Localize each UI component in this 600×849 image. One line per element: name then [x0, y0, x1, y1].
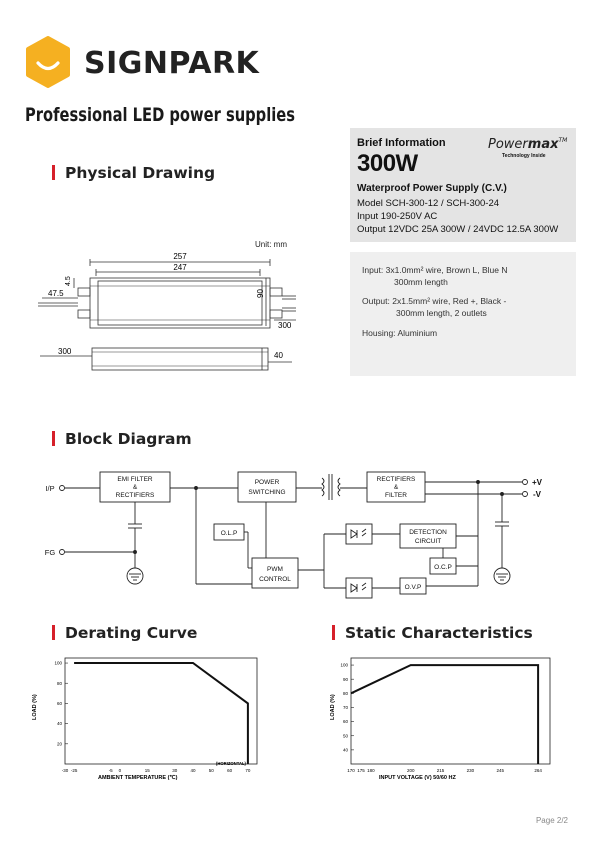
powermax-logo: Powermax™: [488, 137, 568, 152]
plot-frame: [351, 658, 550, 764]
ocp-label: O.C.P: [434, 564, 452, 571]
ovp-label: O.V.P: [404, 584, 422, 591]
output-wire-length: 300mm length, 2 outlets: [396, 308, 487, 318]
rec-label-1: RECTIFIERS: [376, 476, 416, 483]
dim-300-left: 300: [58, 347, 72, 356]
dim-300-right: 300: [278, 321, 292, 330]
y-tick-label: 40: [342, 747, 348, 753]
page-number: Page 2/2: [535, 816, 568, 825]
y-tick-label: 100: [54, 660, 62, 666]
x-tick-label: 40: [190, 768, 196, 773]
fg-label: FG: [44, 548, 56, 557]
pwm-label-2: CONTROL: [259, 576, 291, 583]
pwm-label-1: PWM: [267, 566, 283, 573]
wiring-details-box: [350, 252, 576, 376]
x-tick-label: 50: [208, 768, 214, 773]
rec-label-3: FILTER: [385, 492, 407, 499]
x-tick-label: 30: [172, 768, 178, 773]
dim-40: 40: [274, 351, 283, 360]
section-marker: [332, 625, 335, 640]
dim-247: 247: [173, 263, 187, 272]
y-tick-label: 20: [56, 741, 62, 747]
brief-label: Brief Information: [357, 137, 446, 149]
emi-label-1: EMI FILTER: [117, 476, 153, 483]
x-axis-note: (HORIZONTAL): [216, 761, 246, 766]
physical-drawing: [30, 250, 300, 380]
emi-label-3: RECTIFIERS: [115, 492, 155, 499]
input-wire-length: 300mm length: [394, 277, 448, 287]
det-label-2: CIRCUIT: [414, 538, 442, 545]
plot-frame: [65, 658, 257, 764]
y-tick-label: 80: [342, 690, 348, 696]
y-axis-label: LOAD (%): [330, 694, 336, 720]
x-tick-label: 230: [466, 768, 475, 773]
input-wire-text: Input: 3x1.0mm² wire, Brown L, Blue N: [362, 265, 508, 275]
x-tick-label: 245: [496, 768, 505, 773]
y-tick-label: 100: [340, 662, 348, 668]
section-static-characteristics: Static Characteristics: [332, 624, 533, 642]
power-switching-box: [238, 472, 296, 502]
optocoupler-1: [346, 524, 372, 544]
housing-text: Housing: Aluminium: [362, 328, 438, 338]
psw-label-1: POWER: [254, 479, 280, 486]
page-title: Professional LED power supplies: [25, 104, 296, 126]
y-tick-label: 70: [342, 705, 348, 711]
x-tick-label: 70: [245, 768, 251, 773]
x-axis-label: INPUT VOLTAGE (V) 50/60 HZ: [379, 775, 456, 781]
x-tick-label: 0: [118, 768, 122, 773]
dim-47-5: 47.5: [48, 289, 64, 298]
section-physical-drawing: Physical Drawing: [52, 164, 215, 182]
x-tick-label: 175: [357, 768, 365, 773]
output-wire-text: Output: 2x1.5mm² wire, Red +, Black -: [362, 296, 507, 306]
static-series-line: [351, 665, 538, 764]
vplus-label: +V: [531, 478, 543, 487]
x-tick-label: -30: [61, 768, 69, 773]
x-tick-label: 170: [347, 768, 355, 773]
section-marker: [52, 625, 55, 640]
ip-label: I/P: [45, 484, 55, 493]
drawing-unit-label: Unit: mm: [255, 240, 287, 249]
y-tick-label: 60: [342, 719, 348, 725]
derating-chart: [28, 648, 278, 784]
rec-label-2: &: [393, 484, 399, 491]
block-diagram: [40, 460, 560, 610]
y-tick-label: 80: [56, 680, 62, 686]
y-tick-label: 60: [56, 701, 62, 706]
brand-name: SIGNPARK: [84, 46, 260, 81]
wattage: 300W: [357, 150, 418, 177]
dim-4-5: 4.5: [65, 276, 72, 286]
x-tick-label: -25: [70, 768, 78, 773]
product-subtitle: Waterproof Power Supply (C.V.): [357, 183, 507, 194]
x-tick-label: 200: [406, 768, 415, 773]
x-tick-label: 180: [367, 768, 375, 773]
static-characteristics-chart: [326, 648, 576, 784]
optocoupler-2: [346, 578, 372, 598]
vminus-label: -V: [533, 490, 541, 499]
brand-logo-icon: [24, 36, 72, 88]
emi-label-2: &: [132, 484, 138, 491]
x-tick-label: -5: [108, 768, 113, 773]
psw-label-2: SWITCHING: [248, 489, 286, 496]
x-tick-label: 215: [436, 768, 445, 773]
olp-label: O.L.P: [220, 530, 238, 537]
det-label-1: DETECTION: [409, 529, 447, 536]
powermax-tagline: Technology Inside: [502, 153, 546, 159]
dim-90: 90: [256, 289, 265, 298]
x-axis-label: AMBIENT TEMPERATURE (℃): [98, 775, 178, 781]
y-tick-label: 40: [56, 721, 62, 727]
derating-series-line: [74, 663, 248, 764]
dim-257: 257: [173, 252, 187, 261]
section-block-diagram: Block Diagram: [52, 430, 192, 448]
x-tick-label: 15: [144, 768, 150, 773]
section-marker: [52, 431, 55, 446]
brief-information-box: [350, 128, 576, 242]
y-tick-label: 50: [342, 733, 348, 739]
section-marker: [52, 165, 55, 180]
y-axis-label: LOAD (%): [32, 694, 38, 720]
model-row: Model SCH-300-12 / SCH-300-24: [357, 198, 500, 209]
x-tick-label: 60: [227, 768, 233, 773]
x-tick-label: 264: [534, 768, 542, 773]
section-derating-curve: Derating Curve: [52, 624, 197, 642]
input-row: Input 190-250V AC: [357, 211, 438, 222]
y-tick-label: 90: [342, 676, 348, 682]
pwm-control-box: [252, 558, 298, 588]
output-row: Output 12VDC 25A 300W / 24VDC 12.5A 300W: [357, 224, 559, 235]
